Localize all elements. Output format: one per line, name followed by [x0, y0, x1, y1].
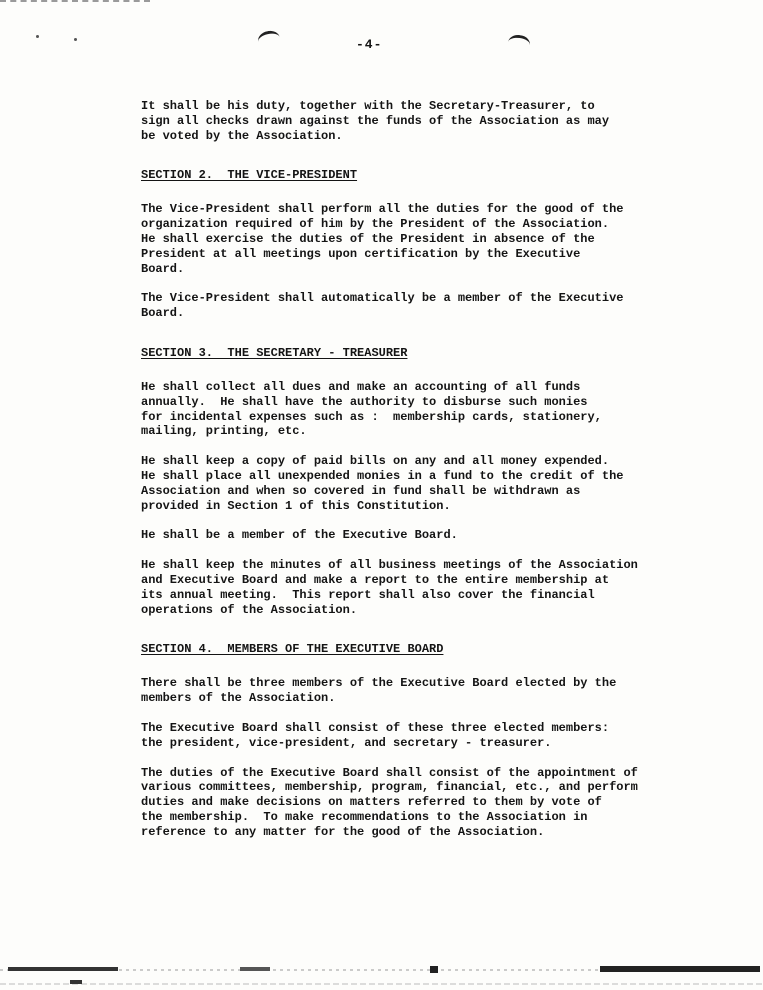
scan-bottom-edge-noise: [0, 964, 763, 990]
punch-hole-mark-right: [507, 34, 531, 54]
text-line: reference to any matter for the good of the Association.: [141, 824, 545, 839]
paragraph: [141, 380, 681, 439]
text-line: operations of the Association.: [141, 602, 358, 617]
scan-speck: [74, 38, 77, 41]
paragraph: [141, 291, 681, 321]
text-line: Board.: [141, 306, 185, 321]
text-line: He shall be a member of the Executive Board.: [141, 528, 458, 543]
text-line: mailing, printing, etc.: [141, 424, 307, 439]
text-line: various committees, membership, program, financial, etc., and perform: [141, 780, 638, 795]
paragraph: [141, 528, 681, 543]
text-line: be voted by the Association.: [141, 128, 343, 143]
document-body: [141, 99, 681, 840]
text-line: The duties of the Executive Board shall consist of the appointment of: [141, 765, 638, 780]
section-heading: SECTION 2. THE VICE-PRESIDENT: [141, 168, 358, 183]
text-line: There shall be three members of the Executive Board elected by the: [141, 676, 617, 691]
text-line: annually. He shall have the authority to disburse such monies: [141, 394, 588, 409]
text-line: The Vice-President shall automatically be a member of the Executive: [141, 291, 624, 306]
paragraph: [141, 454, 681, 513]
text-line: He shall place all unexpended monies in a fund to the credit of the: [141, 468, 624, 483]
text-line: He shall collect all dues and make an accounting of all funds: [141, 379, 581, 394]
text-line: He shall exercise the duties of the President in absence of the: [141, 231, 595, 246]
text-line: sign all checks drawn against the funds of the Association as may: [141, 113, 610, 128]
section-2: [141, 168, 681, 321]
text-line: He shall keep a copy of paid bills on any and all money expended.: [141, 454, 610, 469]
section-heading: SECTION 4. MEMBERS OF THE EXECUTIVE BOARD: [141, 642, 444, 657]
text-line: President at all meetings upon certification by the Executive: [141, 246, 581, 261]
text-line: Association and when so covered in fund shall be withdrawn as: [141, 483, 581, 498]
paragraph: [141, 202, 681, 276]
paragraph: [141, 676, 681, 706]
text-line: Board.: [141, 261, 185, 276]
text-line: for incidental expenses such as : membership cards, stationery,: [141, 409, 602, 424]
text-line: He shall keep the minutes of all business meetings of the Association: [141, 558, 638, 573]
section-3: [141, 346, 681, 617]
text-line: The Executive Board shall consist of these three elected members:: [141, 720, 610, 735]
scan-speck: [36, 35, 39, 38]
section-heading: SECTION 3. THE SECRETARY - TREASURER: [141, 345, 408, 360]
paragraph: [141, 558, 681, 617]
page-number: -4-: [356, 37, 383, 52]
text-line: The Vice-President shall perform all the duties for the good of the: [141, 202, 624, 217]
punch-hole-mark-left: [256, 29, 281, 50]
paragraph: [141, 766, 681, 840]
paragraph: [141, 721, 681, 751]
text-line: provided in Section 1 of this Constitution.: [141, 498, 451, 513]
text-line: the membership. To make recommendations to the Association in: [141, 809, 588, 824]
paragraph: [141, 99, 681, 143]
text-line: organization required of him by the President of the Association.: [141, 217, 610, 232]
text-line: its annual meeting. This report shall also cover the financial: [141, 587, 595, 602]
top-edge-dashes: [0, 0, 150, 6]
section-4: [141, 642, 681, 839]
text-line: members of the Association.: [141, 691, 336, 706]
text-line: It shall be his duty, together with the Secretary-Treasurer, to: [141, 99, 595, 113]
section-1: [141, 99, 681, 143]
text-line: duties and make decisions on matters referred to them by vote of: [141, 795, 602, 810]
text-line: the president, vice-president, and secretary - treasurer.: [141, 735, 552, 750]
text-line: and Executive Board and make a report to the entire membership at: [141, 572, 610, 587]
